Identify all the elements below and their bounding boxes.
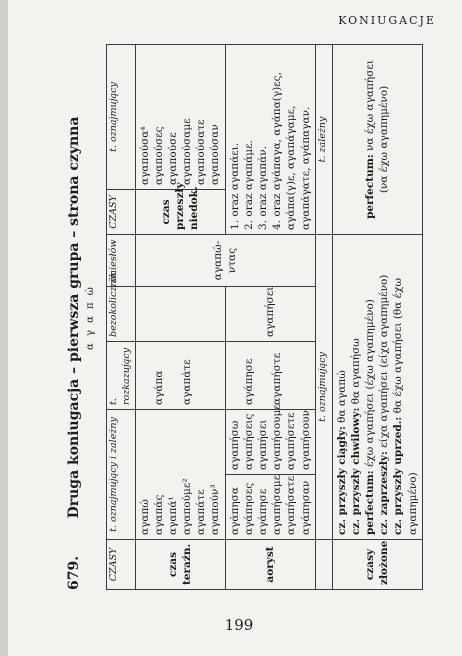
form: αγαπούσαμε xyxy=(181,118,194,185)
form: αγαπώ xyxy=(138,499,151,535)
compound-tense xyxy=(349,239,363,535)
form: αγαπούν³ xyxy=(209,484,222,535)
form: αγαπήσετε xyxy=(285,412,298,470)
form: αγαπήσαμε xyxy=(271,474,284,535)
rotated-content xyxy=(66,45,419,590)
tense-form: θα αγαπήσω xyxy=(349,338,362,405)
blank-cell xyxy=(315,540,332,590)
conjugation-table xyxy=(106,44,423,590)
present-imperative xyxy=(135,341,225,409)
form: αγαπούμε² xyxy=(181,478,194,535)
section-number: 679. xyxy=(66,555,82,590)
header-oznajmujacy: t. oznajmujący xyxy=(107,44,136,189)
mood-subheader-row xyxy=(315,44,332,589)
form: αγάπησες xyxy=(242,482,255,535)
form: αγαπούσατε xyxy=(195,119,208,185)
header-imieslow: imiesłów xyxy=(107,234,136,286)
label-czas-przeszly-niedok: czas przeszły niedok. xyxy=(135,189,225,234)
header-row xyxy=(107,44,136,589)
aorist-imperative xyxy=(225,341,315,409)
compound-indicative xyxy=(332,234,422,539)
row-czas-terazn xyxy=(135,44,225,589)
form: αγαπά¹ xyxy=(166,496,179,535)
form: αγάπησα xyxy=(228,487,241,535)
verb-heading: α γ α π ώ xyxy=(85,285,96,350)
form: αγάπησαν xyxy=(299,480,312,535)
form: αγαπούσα⁴ xyxy=(138,126,151,185)
present-participle: αγαπώ-ντας xyxy=(135,234,315,286)
form: αγαπήσατε xyxy=(285,475,298,535)
tense-form: θα αγαπώ xyxy=(335,370,348,423)
tense-name: cz. przyszły uprzed.: xyxy=(392,416,405,535)
book-page xyxy=(8,0,462,656)
tense-form: να έχω αγαπήσει xyxy=(364,60,377,151)
aorist-dependent xyxy=(225,404,315,474)
present-forms xyxy=(135,409,225,539)
footnote: 4. oraz αγάπαγα, αγάπα(γ)ες, αγάπα(γ)ε, αγαπάγαμε, αγαπάγατε, αγάπαγαν. xyxy=(271,72,312,230)
subheader-oznajmujacy: t. oznajmujący xyxy=(315,234,332,539)
footnote: 2. oraz αγαπάμε. xyxy=(242,140,255,230)
compound-tense xyxy=(391,239,419,535)
compound-tense xyxy=(363,239,377,535)
subheader-zalezny: t. zależny xyxy=(315,44,332,234)
header-bezokolicznik: bezokolicznik xyxy=(107,286,136,341)
form: αγαπήσει xyxy=(257,419,269,470)
form: αγαπάς xyxy=(152,494,165,535)
compound-dependent xyxy=(332,44,422,234)
form: αγαπήσουμε xyxy=(271,404,284,470)
page-number: 199 xyxy=(224,616,254,634)
label-czas-terazn: czas teraźn. xyxy=(135,540,225,590)
header-czasy-2: CZASY xyxy=(107,189,136,234)
tense-form: είχα αγαπήσει (είχα αγαπημένο) xyxy=(378,274,391,448)
tense-name: perfectum: xyxy=(364,154,377,219)
label-aoryst: aoryst xyxy=(225,540,315,590)
tense-name: perfectum: xyxy=(364,470,377,535)
aorist-indicative xyxy=(225,475,315,540)
form: αγαπήσουν xyxy=(299,410,312,470)
tense-form: έχω αγαπήσει (έχω αγαπημένο) xyxy=(364,299,377,468)
compound-tense xyxy=(377,239,391,535)
row-czasy-zlozone xyxy=(332,44,422,589)
form: αγάπησε xyxy=(242,358,255,405)
form: αγάπησε xyxy=(257,488,269,535)
form: αγαπούσαν xyxy=(209,124,222,185)
label-czasy-zlozone: czasy złożone xyxy=(332,540,422,590)
row-aoryst xyxy=(225,44,315,589)
header-czasy: CZASY xyxy=(107,540,136,590)
tense-form: θα έχω αγαπήσει (θα έχω αγαπημένο) xyxy=(392,277,419,535)
footnotes xyxy=(225,44,315,234)
present-infinitive xyxy=(135,286,225,341)
tense-name: cz. przyszły ciągły: xyxy=(335,426,348,535)
form: αγαπάτε xyxy=(180,359,193,405)
form: αγαπάτε xyxy=(195,489,208,535)
form: αγαπήστε xyxy=(270,352,283,405)
form: αγαπήσω xyxy=(228,420,241,470)
running-head: KONIUGACJE xyxy=(338,14,436,27)
footnote: 1. oraz αγαπάει. xyxy=(228,142,241,230)
compound-tense xyxy=(363,49,377,230)
aorist-infinitive: αγαπήσει xyxy=(225,286,315,341)
tense-name: cz. przyszły chwilowy: xyxy=(349,407,362,535)
compound-tense-alt: (να έχω αγαπημένο) xyxy=(378,85,391,194)
tense-name: cz. zaprzeszły: xyxy=(378,451,391,535)
compound-tense xyxy=(335,239,349,535)
header-rozkazujacy: t. rozkazujący xyxy=(107,341,136,409)
header-oznajmujacy-zalezny: t. oznajmujący i zależny xyxy=(107,409,136,539)
footnote: 3. oraz αγαπάν. xyxy=(257,145,269,230)
imperfect-forms xyxy=(135,44,225,189)
section-title: Druga koniugacja – pierwsza grupa – strona czynna xyxy=(66,116,82,519)
form: αγαπήσεις xyxy=(242,413,255,470)
form: αγαπούσε xyxy=(166,132,179,185)
form: αγαπούσες xyxy=(152,126,165,185)
form: αγάπα xyxy=(152,370,165,405)
